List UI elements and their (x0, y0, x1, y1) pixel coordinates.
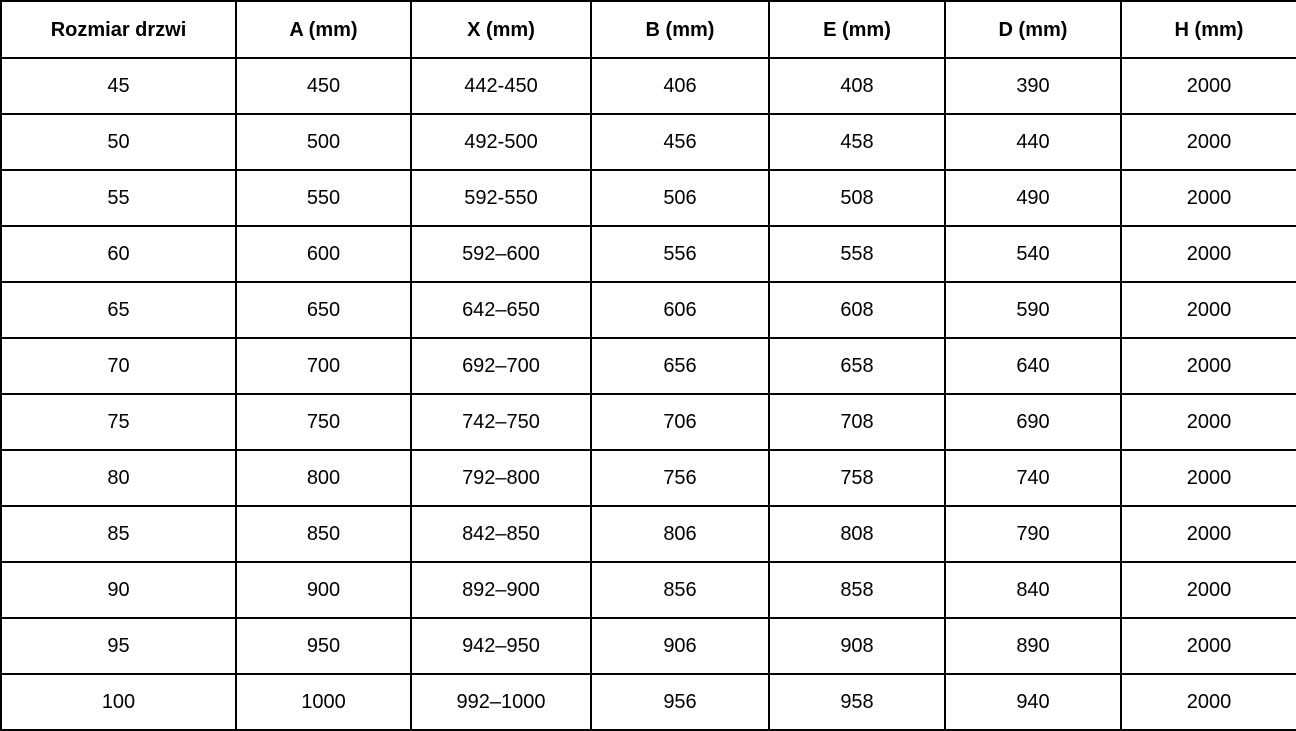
table-cell: 806 (591, 506, 769, 562)
table-row (1, 618, 1296, 674)
table-cell: 70 (1, 338, 236, 394)
table-cell: 50 (1, 114, 236, 170)
table-cell: 792–800 (411, 450, 591, 506)
table-cell: 492-500 (411, 114, 591, 170)
table-cell: 906 (591, 618, 769, 674)
table-cell: 90 (1, 562, 236, 618)
table-cell: 442-450 (411, 58, 591, 114)
table-cell: 750 (236, 394, 411, 450)
table-cell: 2000 (1121, 114, 1296, 170)
table-cell: 556 (591, 226, 769, 282)
table-cell: 608 (769, 282, 945, 338)
table-cell: 858 (769, 562, 945, 618)
column-header: H (mm) (1121, 1, 1296, 58)
table-cell: 808 (769, 506, 945, 562)
column-header: B (mm) (591, 1, 769, 58)
table-cell: 95 (1, 618, 236, 674)
column-header: E (mm) (769, 1, 945, 58)
table-cell: 2000 (1121, 338, 1296, 394)
table-cell: 758 (769, 450, 945, 506)
table-row (1, 674, 1296, 730)
table-cell: 900 (236, 562, 411, 618)
table-cell: 690 (945, 394, 1121, 450)
table-row (1, 114, 1296, 170)
table-cell: 1000 (236, 674, 411, 730)
column-header: D (mm) (945, 1, 1121, 58)
table-cell: 2000 (1121, 506, 1296, 562)
table-cell: 592-550 (411, 170, 591, 226)
header-row (1, 1, 1296, 58)
table-cell: 640 (945, 338, 1121, 394)
table-cell: 55 (1, 170, 236, 226)
table-cell: 606 (591, 282, 769, 338)
table-cell: 500 (236, 114, 411, 170)
table-cell: 940 (945, 674, 1121, 730)
table-cell: 408 (769, 58, 945, 114)
table-row (1, 170, 1296, 226)
table-cell: 440 (945, 114, 1121, 170)
table-cell: 60 (1, 226, 236, 282)
table-cell: 850 (236, 506, 411, 562)
table-cell: 708 (769, 394, 945, 450)
table-cell: 2000 (1121, 226, 1296, 282)
table-cell: 740 (945, 450, 1121, 506)
table-cell: 700 (236, 338, 411, 394)
table-cell: 692–700 (411, 338, 591, 394)
table-cell: 2000 (1121, 282, 1296, 338)
column-header: A (mm) (236, 1, 411, 58)
table-cell: 75 (1, 394, 236, 450)
table-cell: 508 (769, 170, 945, 226)
table-cell: 892–900 (411, 562, 591, 618)
table-cell: 790 (945, 506, 1121, 562)
table-cell: 2000 (1121, 618, 1296, 674)
table-cell: 45 (1, 58, 236, 114)
table-cell: 658 (769, 338, 945, 394)
table-cell: 958 (769, 674, 945, 730)
table-cell: 600 (236, 226, 411, 282)
table-cell: 558 (769, 226, 945, 282)
table-cell: 840 (945, 562, 1121, 618)
table-cell: 490 (945, 170, 1121, 226)
table-cell: 550 (236, 170, 411, 226)
table-cell: 2000 (1121, 394, 1296, 450)
table-row (1, 562, 1296, 618)
table-cell: 856 (591, 562, 769, 618)
table-cell: 942–950 (411, 618, 591, 674)
table-cell: 650 (236, 282, 411, 338)
table-row (1, 450, 1296, 506)
table-cell: 2000 (1121, 58, 1296, 114)
table-cell: 540 (945, 226, 1121, 282)
table-cell: 100 (1, 674, 236, 730)
table-cell: 80 (1, 450, 236, 506)
table-cell: 642–650 (411, 282, 591, 338)
table-cell: 908 (769, 618, 945, 674)
table-cell: 2000 (1121, 450, 1296, 506)
table-cell: 506 (591, 170, 769, 226)
table-cell: 2000 (1121, 170, 1296, 226)
table-row (1, 394, 1296, 450)
table-cell: 656 (591, 338, 769, 394)
table-cell: 842–850 (411, 506, 591, 562)
table-row (1, 58, 1296, 114)
table-cell: 992–1000 (411, 674, 591, 730)
table-cell: 956 (591, 674, 769, 730)
table-row (1, 282, 1296, 338)
column-header: X (mm) (411, 1, 591, 58)
table-cell: 2000 (1121, 562, 1296, 618)
column-header: Rozmiar drzwi (1, 1, 236, 58)
table-cell: 592–600 (411, 226, 591, 282)
table-cell: 2000 (1121, 674, 1296, 730)
table-cell: 890 (945, 618, 1121, 674)
table-row (1, 338, 1296, 394)
table-cell: 65 (1, 282, 236, 338)
table-cell: 950 (236, 618, 411, 674)
table-row (1, 506, 1296, 562)
table-cell: 800 (236, 450, 411, 506)
table-cell: 458 (769, 114, 945, 170)
table-cell: 390 (945, 58, 1121, 114)
table-cell: 456 (591, 114, 769, 170)
table-cell: 450 (236, 58, 411, 114)
table-cell: 706 (591, 394, 769, 450)
table-cell: 590 (945, 282, 1121, 338)
table-cell: 756 (591, 450, 769, 506)
table-cell: 406 (591, 58, 769, 114)
table-row (1, 226, 1296, 282)
table-cell: 85 (1, 506, 236, 562)
table-cell: 742–750 (411, 394, 591, 450)
